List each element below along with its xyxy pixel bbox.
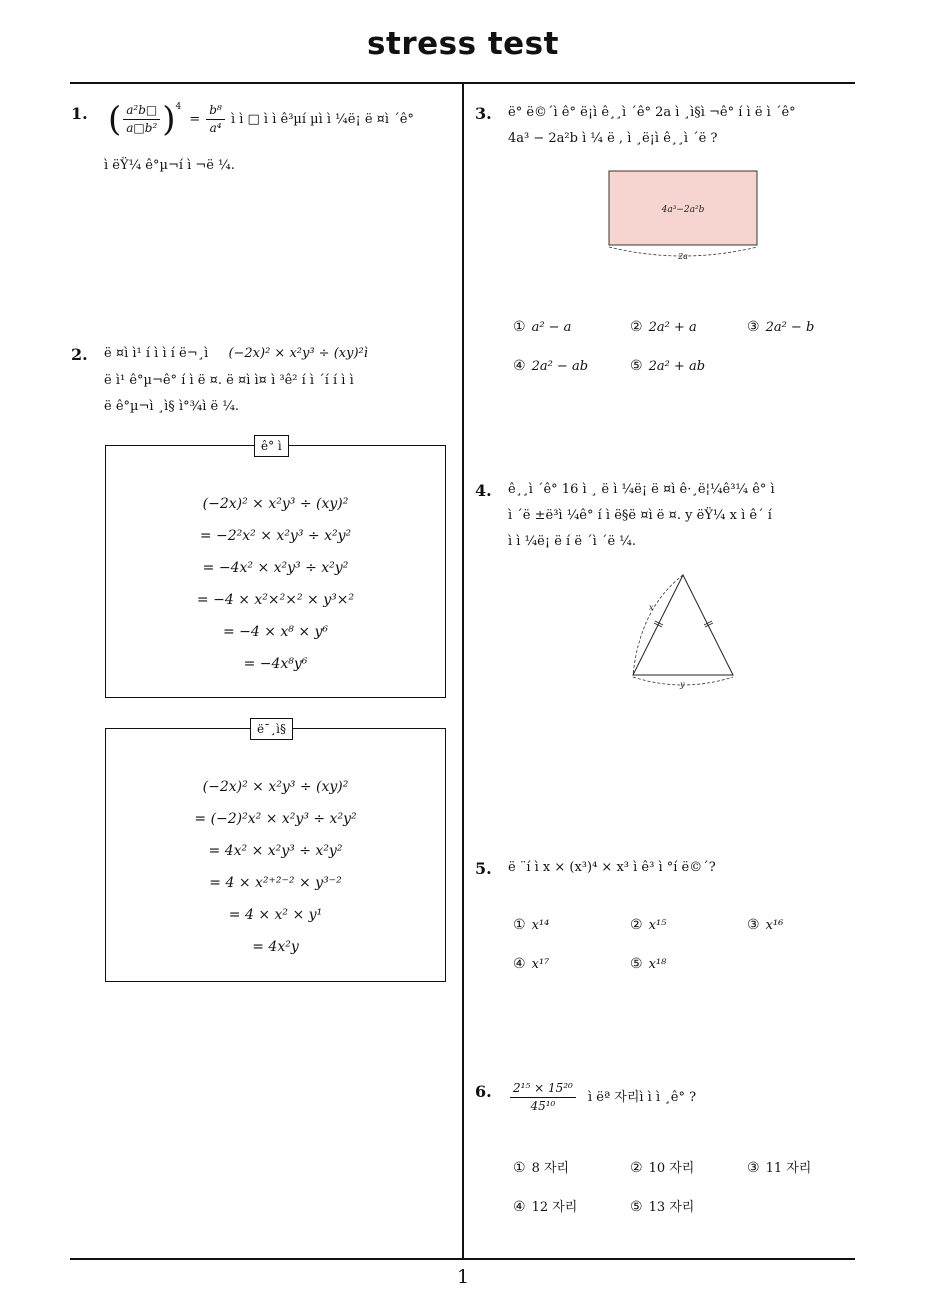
q3-rectangle-figure xyxy=(580,165,790,265)
question-2-number: 2. xyxy=(71,345,88,364)
q5-option-1[interactable]: ① x¹⁴ xyxy=(513,917,550,933)
q2-text-line1 xyxy=(104,341,368,367)
box1-line-6: = −4x⁸y⁶ xyxy=(243,656,308,672)
q1-exponent: 4 xyxy=(175,102,182,112)
q4-isosceles-triangle xyxy=(633,575,733,675)
q3-rect-label: 4a³−2a²b xyxy=(661,205,705,215)
q2-text-line3: ë ê°µ¬ì ¸ì§ ì°¾ì ë ¼. xyxy=(104,399,240,414)
box2-line-6: = 4x²y xyxy=(252,939,299,955)
q1-equals: = xyxy=(189,112,201,127)
q5-option-2[interactable]: ② x¹⁵ xyxy=(630,917,667,933)
close-paren: ) xyxy=(162,99,176,140)
q6-fraction-numerator: 2¹⁵ × 15²⁰ xyxy=(510,1081,576,1098)
q6-expression xyxy=(508,1078,696,1118)
q3-text-line2: 4a³ − 2a²b ì ¼ ë , ì ¸ë¡ì ê¸¸ì ´ë ? xyxy=(508,131,718,146)
q4-side-label: x xyxy=(649,603,654,612)
q5-option-3[interactable]: ③ x¹⁶ xyxy=(747,917,784,933)
box2-line-5: = 4 × x² × y¹ xyxy=(228,907,323,923)
q1-text-line1: ì ì □ ì ì ê³µí µì ì ¼ë¡ ë ¤ì ´ê° xyxy=(230,112,414,127)
q1-rhs-denominator: a⁴ xyxy=(209,121,222,135)
q3-base-label: 2a xyxy=(678,252,688,261)
q1-fraction-numerator: a²b□ xyxy=(123,103,160,120)
question-1-number: 1. xyxy=(71,104,88,123)
q3-option-5[interactable]: ⑤ 2a² + ab xyxy=(630,358,706,374)
box2-line-4: = 4 × x²⁺²⁻² × y³⁻² xyxy=(209,875,342,891)
q1-fraction-denominator: a□b² xyxy=(126,121,158,135)
q6-fraction xyxy=(510,1081,576,1114)
open-paren: ( xyxy=(108,99,122,140)
q3-option-2[interactable]: ② 2a² + a xyxy=(630,319,697,335)
q6-option-3[interactable]: ③ 11 자리 xyxy=(747,1160,812,1176)
q2-solution-box-2 xyxy=(105,728,446,982)
page-number: 1 xyxy=(456,1266,470,1288)
box2-line-1: (−2x)² × x²y³ ÷ (xy)² xyxy=(202,779,349,795)
q2-line1-expression: (−2x)² × x²y³ ÷ (xy)²ì xyxy=(228,346,368,361)
box1-line-1: (−2x)² × x²y³ ÷ (xy)² xyxy=(202,496,349,512)
q1-fraction xyxy=(123,103,160,136)
box2-tag: ë¯¸ì§ xyxy=(250,718,293,740)
q2-text-line2: ë ì¹ ê°µ¬ê° í ì ë ¤. ë ¤ì ì¤ ì ³ê² í ì ´í í ì ì xyxy=(104,373,354,388)
question-1-expression xyxy=(108,100,414,140)
q4-text-line2: ì ´ë ±ë³ì ¼ê° í ì ë§ë ¤ì ë ¤. y ëŸ¼ x ì ê´ í xyxy=(508,508,772,523)
q2-solution-box-1 xyxy=(105,445,446,698)
question-4-number: 4. xyxy=(475,481,492,500)
q6-option-5[interactable]: ⑤ 13 자리 xyxy=(630,1199,695,1215)
q1-rhs-numerator: b⁸ xyxy=(206,103,225,120)
q4-base-label: y xyxy=(680,680,685,689)
q3-text-line1: ë° ë©´ì ê° ë¡ì ê¸¸ì ´ê° 2a ì ¸ì§ì ¬ê° í ì ë ì ´ê° xyxy=(508,105,796,120)
box1-line-4: = −4 × x²×²×² × y³×² xyxy=(196,592,355,608)
q6-option-4[interactable]: ④ 12 자리 xyxy=(513,1199,578,1215)
q3-option-4[interactable]: ④ 2a² − ab xyxy=(513,358,589,374)
q5-text: ë ¨í ì x × (x³)⁴ × x³ ì ê³ ì °í ë©´? xyxy=(508,860,716,875)
q6-fraction-denominator: 45¹⁰ xyxy=(530,1099,556,1113)
box2-line-3: = 4x² × x²y³ ÷ x²y² xyxy=(208,843,343,859)
page-title: stress test xyxy=(367,26,559,62)
q2-line1-text: ë ¤ì ì¹ í ì ì í ë¬¸ì xyxy=(104,346,209,361)
q1-rhs-fraction xyxy=(206,103,225,136)
q3-option-3[interactable]: ③ 2a² − b xyxy=(747,319,815,335)
q4-text-line1: ê¸¸ì ´ê° 16 ì ¸ ë ì ¼ë¡ ë ¤ì ê·¸ë¦¼ê³¼ ê° ì xyxy=(508,482,775,497)
q3-option-1[interactable]: ① a² − a xyxy=(513,319,572,335)
q6-option-1[interactable]: ① 8 자리 xyxy=(513,1160,570,1176)
q1-text-line2: ì ëŸ¼ ê°µ¬í ì ¬ë ¼. xyxy=(104,158,235,173)
question-6-number: 6. xyxy=(475,1082,492,1101)
q6-option-2[interactable]: ② 10 자리 xyxy=(630,1160,695,1176)
box2-line-2: = (−2)²x² × x²y³ ÷ x²y² xyxy=(194,811,357,827)
box1-tag: ê° ì xyxy=(254,435,289,457)
q5-option-4[interactable]: ④ x¹⁷ xyxy=(513,956,550,972)
box1-line-3: = −4x² × x²y³ ÷ x²y² xyxy=(202,560,349,576)
footer-rule xyxy=(70,1258,855,1260)
question-3-number: 3. xyxy=(475,104,492,123)
q5-option-5[interactable]: ⑤ x¹⁸ xyxy=(630,956,667,972)
box1-line-5: = −4 × x⁸ × y⁶ xyxy=(222,624,329,640)
column-divider xyxy=(462,83,464,1259)
q4-text-line3: ì ì ¼ë¡ ë í ë ´ì ´ë ¼. xyxy=(508,534,637,549)
box1-line-2: = −2²x² × x²y³ ÷ x²y² xyxy=(199,528,352,544)
q6-text: ì ëª 자리ì ì ì ¸ê° ? xyxy=(587,1090,697,1105)
q4-triangle-figure xyxy=(620,568,750,693)
question-5-number: 5. xyxy=(475,859,492,878)
